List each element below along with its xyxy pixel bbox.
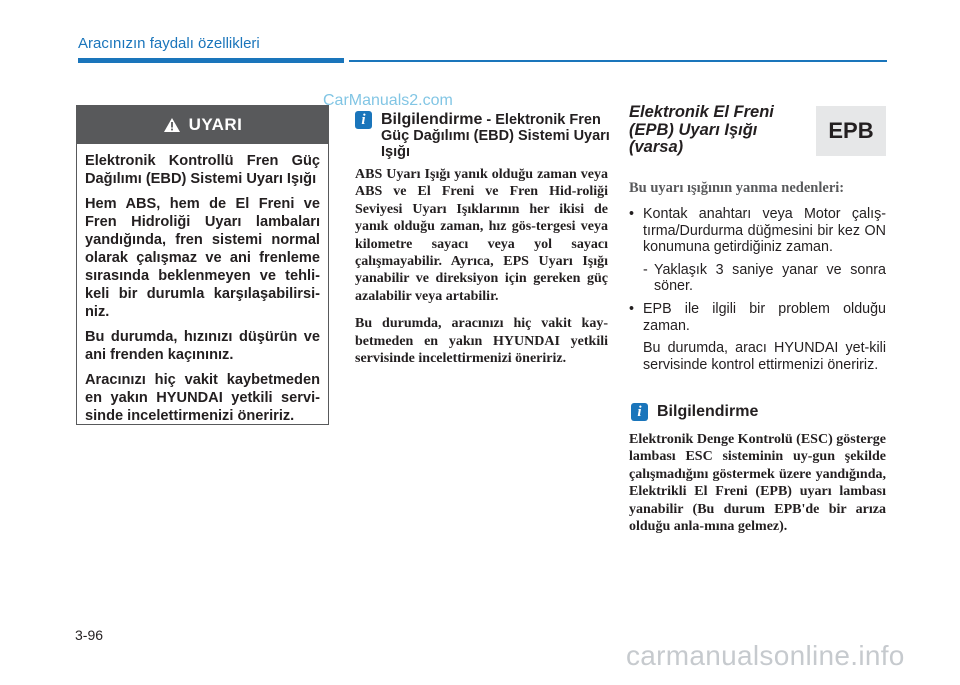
right-subheading: Bu uyarı ışığının yanma nedenleri: (629, 180, 845, 196)
section-title: Aracınızın faydalı özellikleri (78, 35, 260, 52)
watermark-top: CarManuals2.com (323, 92, 453, 109)
warning-paragraph: Elektronik Kontrollü Fren Güç Dağılımı (EBD) Sistemi Uyarı Işığı (85, 153, 320, 187)
warning-box (76, 105, 329, 425)
list-subitem: Bu durumda, aracı HYUNDAI yet-kili servisinde kontrol ettirmenizi öneririz. (643, 340, 886, 373)
warning-paragraph: Hem ABS, hem de El Freni ve Fren Hidroliği Uyarı lambaları yandığında, fren sistemi normal olarak çalışmaz ve ani frenleme sırasında beklenmeyen ve tehli-keli bir durumla karşılaşabilirsi-niz. (85, 196, 320, 320)
page-number: 3-96 (75, 627, 104, 643)
middle-heading-main: Bilgilendirme (381, 111, 483, 128)
warning-paragraph: Aracınızı hiç vakit kaybetmeden en yakın HYUNDAI yetkili servi-sinde incelettirmenizi öneririz. (85, 372, 320, 424)
warning-paragraph: Bu durumda, hızınızı düşürün ve ani frenden kaçınınız. (85, 329, 320, 363)
epb-badge: EPB (816, 106, 886, 156)
info-icon: i (631, 403, 648, 421)
header-rule-thin (349, 60, 887, 62)
right-heading: Elektronik El Freni (EPB) Uyarı Işığı (varsa) (629, 103, 774, 156)
right-info-body: Elektronik Denge Kontrolü (ESC) gösterge lambası ESC sisteminin uy-gun şekilde çalışmadığını göstermek üzere yandığında, Elektrikli El Freni (EPB) uyarı lambası yanabilir (Bu durum EPB'de bir arıza olduğu anla-mına gelmez). (629, 432, 886, 535)
right-list (629, 206, 886, 379)
list-item: • Kontak anahtarı veya Motor çalış-tırma/Durdurma düğmesini bir kez ON konumuna getirdiğiniz zaman. (629, 206, 886, 256)
warning-title: UYARI (188, 115, 243, 134)
middle-paragraph: Bu durumda, aracınızı hiç vakit kay-betmeden en yakın HYUNDAI yetkili servisinde incelettirmenizi öneririz. (355, 316, 608, 367)
list-subitem (629, 262, 886, 295)
middle-body (355, 166, 608, 377)
middle-heading-rest: - Elektronik Fren Güç Dağılımı (EBD) Sistemi Uyarı Işığı (381, 112, 610, 160)
warning-triangle-icon (163, 117, 181, 133)
info-icon: i (355, 111, 372, 129)
warning-header (77, 106, 328, 144)
list-item: • EPB ile ilgili bir problem olduğu zaman. (629, 301, 886, 334)
middle-paragraph: ABS Uyarı Işığı yanık olduğu zaman veya ABS ve El Freni ve Fren Hid-roliği Seviyesi Uyarı Işıklarının her ikisi de yanık olduğu zaman, hız gös-tergesi veya kilometre sayacı veya yol sayacı çalışmayabilir. Ayrıca, EPS Uyarı Işığı yanabilir ve direksiyon için gereken güç azalabilir veya artabilir. (355, 167, 608, 304)
warning-body (77, 144, 328, 425)
watermark-bottom: carmanualsonline.info (626, 640, 905, 671)
right-info-title: Bilgilendirme (657, 403, 759, 420)
header-rule-thick (78, 58, 344, 63)
middle-heading (381, 112, 611, 160)
list-subitem-text: Yaklaşık 3 saniye yanar ve sonra söner. (654, 261, 886, 295)
dash-mark: - (643, 261, 648, 278)
